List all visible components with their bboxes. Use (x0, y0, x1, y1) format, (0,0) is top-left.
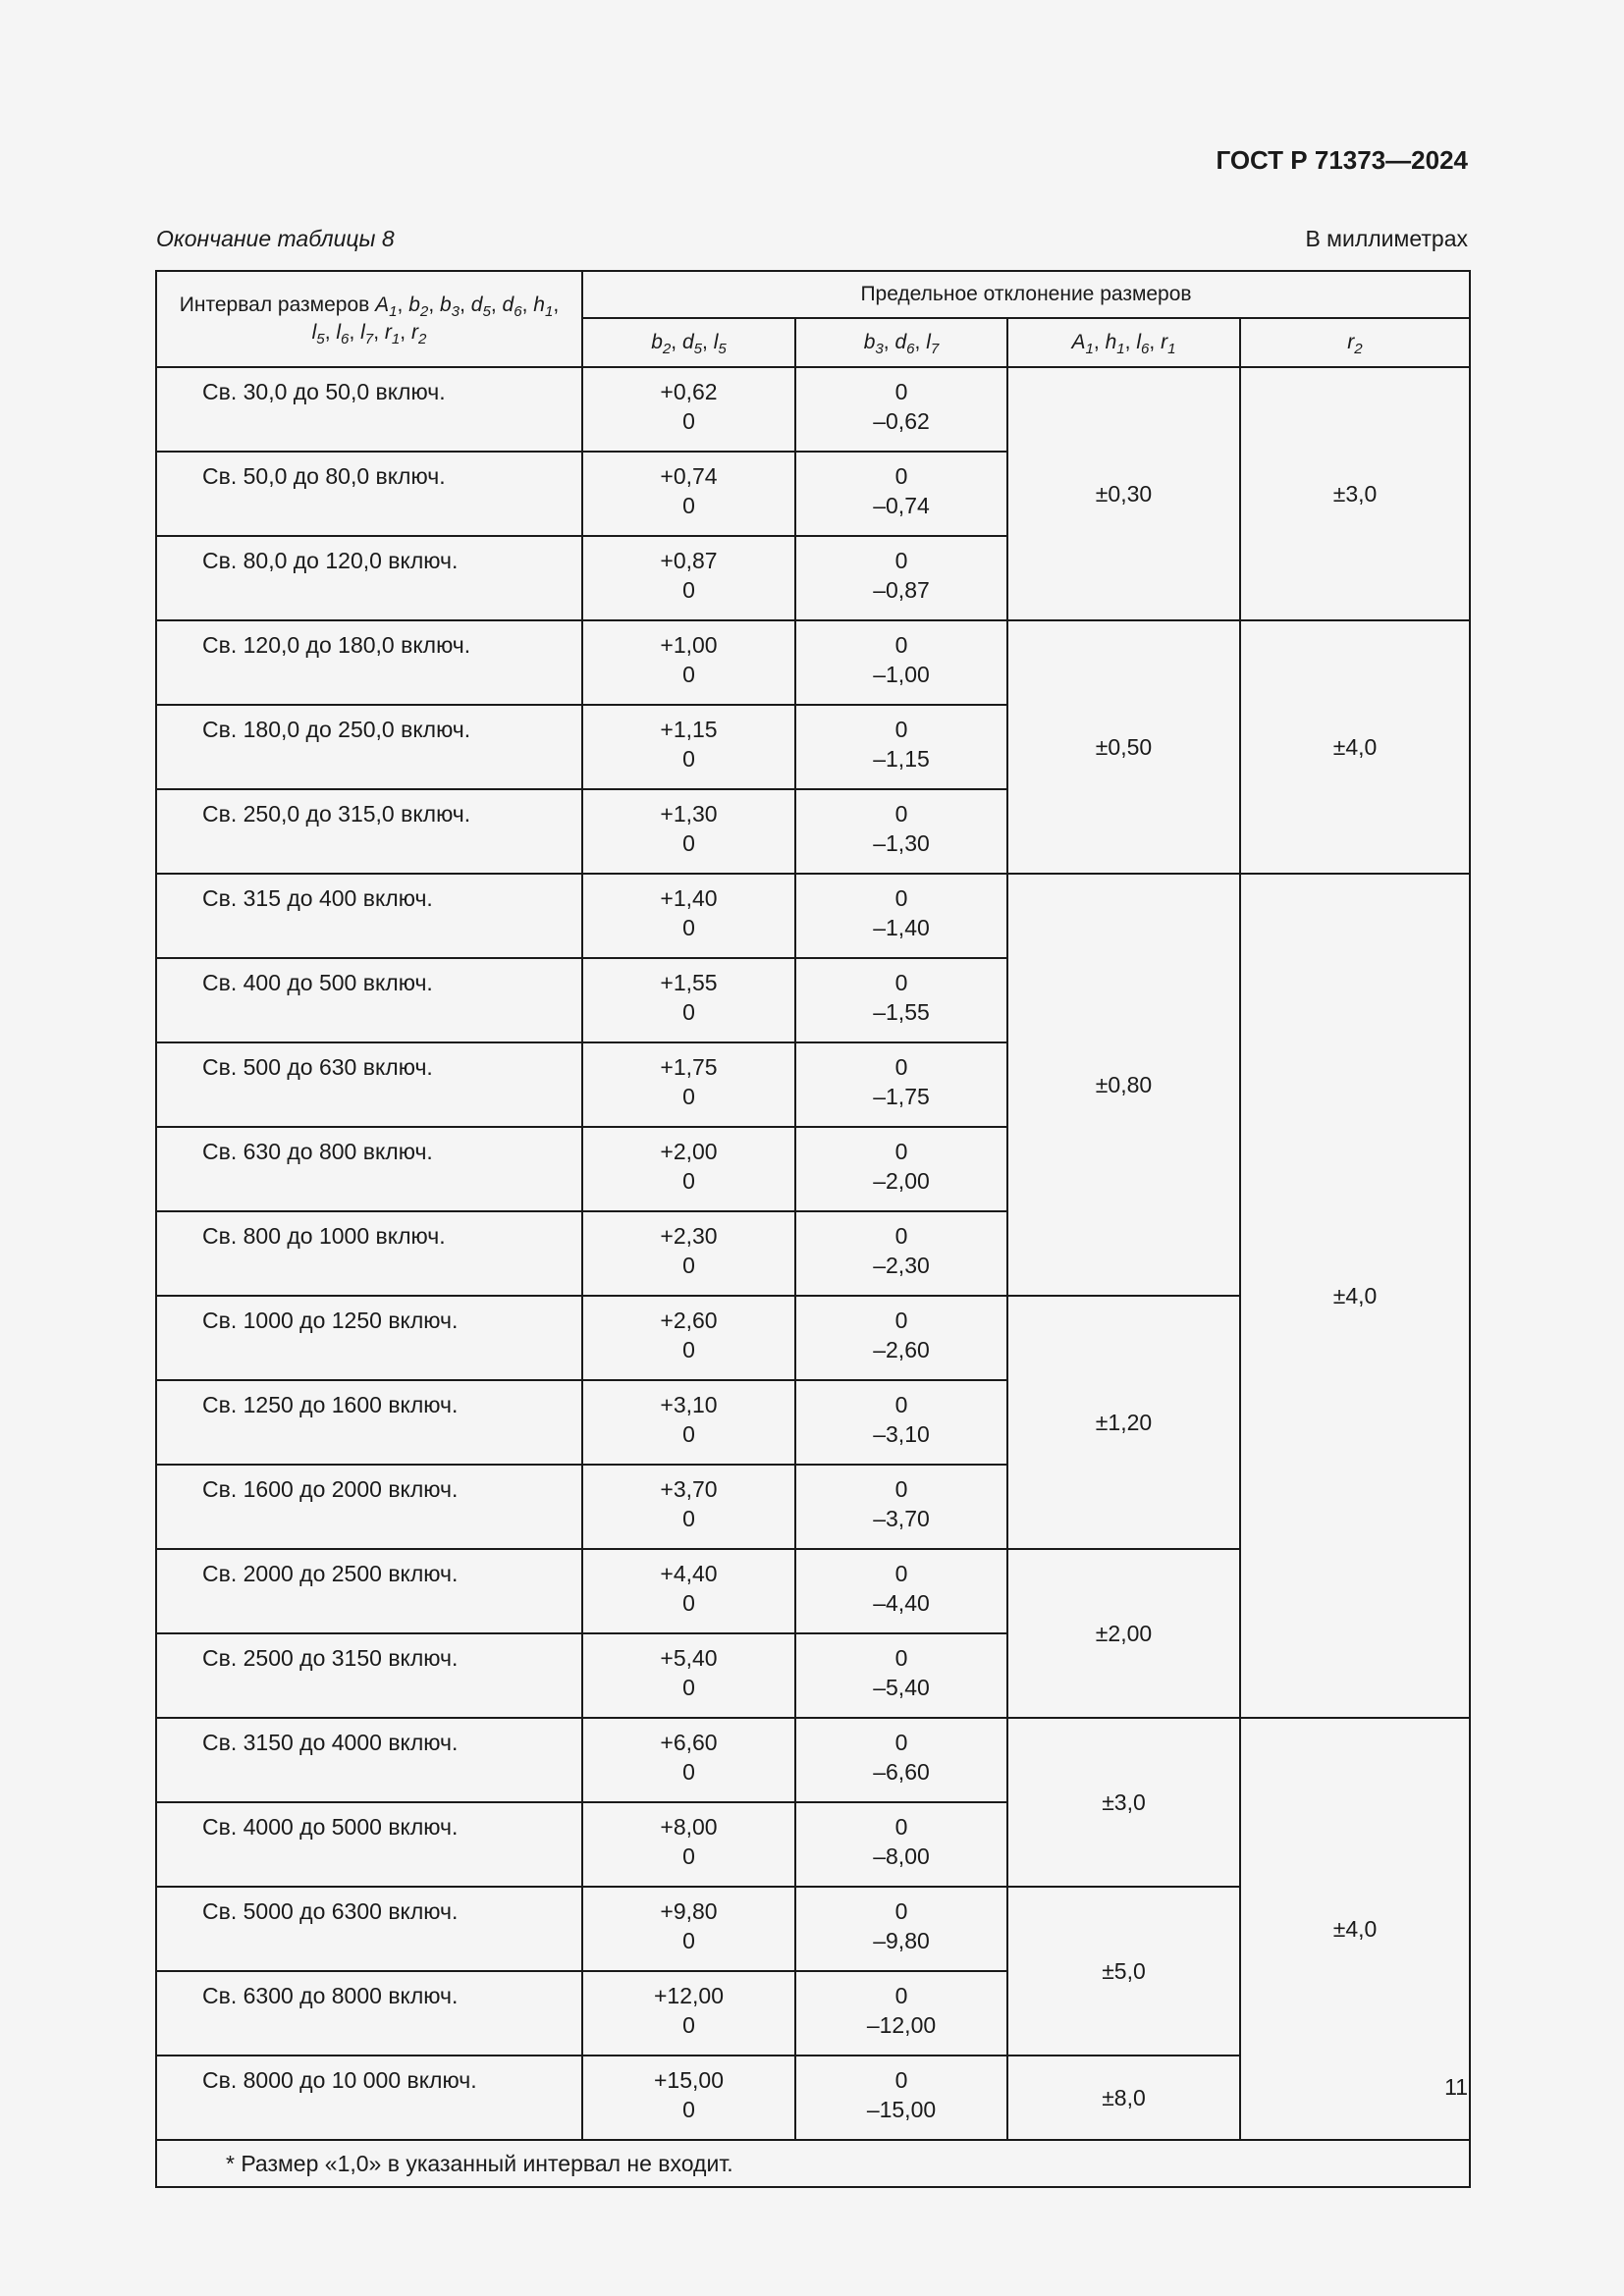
b2-lower-value: 0 (682, 1337, 695, 1362)
table-caption: Окончание таблицы 8 (156, 226, 395, 251)
header-b2-d5-l5: $b_2$, $d_5$, $l_5$ (582, 318, 795, 367)
deviation-b3-d6-l7 (795, 1380, 1007, 1465)
header-interval-label: Интервал размеров $A_1$, $b_2$, $b_3$, $d_5$, $d_6$, $h_1$, $l_5$, $l_6$, $l_7$, $r_1$, $r_2$ (179, 294, 560, 348)
deviation-b2-d5-l5 (582, 1042, 795, 1127)
b2-upper-value: +0,74 (660, 463, 718, 489)
size-interval: Св. 3150 до 4000 включ. (156, 1718, 582, 1802)
b3-upper-value: 0 (894, 1983, 908, 2008)
b3-lower-value: –1,40 (873, 915, 930, 940)
b2-lower-value: 0 (682, 1675, 695, 1700)
deviation-b3-d6-l7 (795, 1127, 1007, 1211)
deviation-b3-d6-l7 (795, 536, 1007, 620)
size-interval: Св. 6300 до 8000 включ. (156, 1971, 582, 2056)
deviation-b2-d5-l5 (582, 1211, 795, 1296)
deviation-b3-d6-l7 (795, 1465, 1007, 1549)
b3-lower-value: –4,40 (873, 1590, 930, 1616)
b2-upper-value: +1,40 (660, 885, 718, 911)
deviation-b3-d6-l7 (795, 1633, 1007, 1718)
size-interval: Св. 4000 до 5000 включ. (156, 1802, 582, 1887)
deviation-b2-d5-l5 (582, 705, 795, 789)
size-interval: Св. 180,0 до 250,0 включ. (156, 705, 582, 789)
b3-lower-value: –1,00 (873, 662, 930, 687)
b2-upper-value: +2,60 (660, 1308, 718, 1333)
b3-upper-value: 0 (894, 1223, 908, 1249)
b3-lower-value: –6,60 (873, 1759, 930, 1785)
b2-upper-value: +5,40 (660, 1645, 718, 1671)
table-row (156, 367, 1470, 452)
b3-upper-value: 0 (894, 632, 908, 658)
deviation-a1-h1-l6-r1: ±5,0 (1007, 1887, 1240, 2056)
deviation-b2-d5-l5 (582, 452, 795, 536)
b2-lower-value: 0 (682, 1843, 695, 1869)
b3-upper-value: 0 (894, 717, 908, 742)
b3-upper-value: 0 (894, 1645, 908, 1671)
deviation-b2-d5-l5 (582, 536, 795, 620)
deviation-b3-d6-l7 (795, 1296, 1007, 1380)
size-interval: Св. 250,0 до 315,0 включ. (156, 789, 582, 874)
deviation-a1-h1-l6-r1: ±2,00 (1007, 1549, 1240, 1718)
units-caption: В миллиметрах (1305, 226, 1468, 251)
size-interval: Св. 5000 до 6300 включ. (156, 1887, 582, 1971)
deviation-b2-d5-l5 (582, 1296, 795, 1380)
b3-lower-value: –3,70 (873, 1506, 930, 1531)
size-interval: Св. 120,0 до 180,0 включ. (156, 620, 582, 705)
deviation-b2-d5-l5 (582, 1802, 795, 1887)
b3-lower-value: –2,00 (873, 1168, 930, 1194)
b2-upper-value: +1,15 (660, 717, 718, 742)
b2-lower-value: 0 (682, 577, 695, 603)
deviation-b2-d5-l5 (582, 1380, 795, 1465)
b3-lower-value: –0,62 (873, 408, 930, 434)
header-deviation-group: Предельное отклонение размеров (582, 271, 1470, 318)
header-a1-h1-l6-r1: $A_1$, $h_1$, $l_6$, $r_1$ (1007, 318, 1240, 367)
b3-lower-value: –1,30 (873, 830, 930, 856)
b2-lower-value: 0 (682, 830, 695, 856)
b3-lower-value: –2,60 (873, 1337, 930, 1362)
size-interval: Св. 630 до 800 включ. (156, 1127, 582, 1211)
table-row (156, 620, 1470, 705)
table-row (156, 874, 1470, 958)
deviation-a1-h1-l6-r1: ±0,80 (1007, 874, 1240, 1296)
deviation-r2: ±4,0 (1240, 874, 1470, 1718)
b2-upper-value: +8,00 (660, 1814, 718, 1840)
deviation-b2-d5-l5 (582, 2056, 795, 2140)
deviation-b3-d6-l7 (795, 1971, 1007, 2056)
document-code: ГОСТ Р 71373—2024 (1216, 145, 1468, 175)
b2-lower-value: 0 (682, 999, 695, 1025)
b2-lower-value: 0 (682, 493, 695, 518)
b2-lower-value: 0 (682, 408, 695, 434)
size-interval: Св. 30,0 до 50,0 включ. (156, 367, 582, 452)
b2-upper-value: +9,80 (660, 1898, 718, 1924)
size-interval: Св. 80,0 до 120,0 включ. (156, 536, 582, 620)
b3-lower-value: –0,74 (873, 493, 930, 518)
b2-lower-value: 0 (682, 1421, 695, 1447)
b2-upper-value: +2,30 (660, 1223, 718, 1249)
b2-upper-value: +12,00 (654, 1983, 724, 2008)
size-interval: Св. 50,0 до 80,0 включ. (156, 452, 582, 536)
size-interval: Св. 1250 до 1600 включ. (156, 1380, 582, 1465)
deviation-b2-d5-l5 (582, 1127, 795, 1211)
b3-upper-value: 0 (894, 1561, 908, 1586)
b3-lower-value: –12,00 (866, 2012, 937, 2038)
b3-lower-value: –1,55 (873, 999, 930, 1025)
deviation-b2-d5-l5 (582, 958, 795, 1042)
b2-lower-value: 0 (682, 1253, 695, 1278)
deviation-b2-d5-l5 (582, 789, 795, 874)
deviation-a1-h1-l6-r1: ±0,50 (1007, 620, 1240, 874)
table-footnote: * Размер «1,0» в указанный интервал не входит. (156, 2140, 1470, 2187)
deviation-b3-d6-l7 (795, 1887, 1007, 1971)
deviation-b3-d6-l7 (795, 1802, 1007, 1887)
size-interval: Св. 8000 до 10 000 включ. (156, 2056, 582, 2140)
deviation-b2-d5-l5 (582, 1549, 795, 1633)
deviation-r2: ±4,0 (1240, 1718, 1470, 2140)
deviation-b2-d5-l5 (582, 367, 795, 452)
b2-lower-value: 0 (682, 2012, 695, 2038)
deviation-b3-d6-l7 (795, 1211, 1007, 1296)
b2-lower-value: 0 (682, 662, 695, 687)
deviation-b2-d5-l5 (582, 1887, 795, 1971)
size-interval: Св. 2500 до 3150 включ. (156, 1633, 582, 1718)
b3-lower-value: –1,15 (873, 746, 930, 772)
deviation-b3-d6-l7 (795, 1549, 1007, 1633)
b2-upper-value: +3,10 (660, 1392, 718, 1417)
b2-upper-value: +0,87 (660, 548, 718, 573)
deviation-b3-d6-l7 (795, 705, 1007, 789)
b3-lower-value: –9,80 (873, 1928, 930, 1953)
b3-upper-value: 0 (894, 1730, 908, 1755)
deviation-a1-h1-l6-r1: ±3,0 (1007, 1718, 1240, 1887)
deviation-a1-h1-l6-r1: ±8,0 (1007, 2056, 1240, 2140)
deviation-b3-d6-l7 (795, 452, 1007, 536)
size-interval: Св. 500 до 630 включ. (156, 1042, 582, 1127)
b2-upper-value: +3,70 (660, 1476, 718, 1502)
b3-upper-value: 0 (894, 801, 908, 827)
b2-upper-value: +6,60 (660, 1730, 718, 1755)
b3-upper-value: 0 (894, 970, 908, 995)
b3-upper-value: 0 (894, 548, 908, 573)
size-interval: Св. 315 до 400 включ. (156, 874, 582, 958)
deviation-b2-d5-l5 (582, 1971, 795, 2056)
table-row (156, 1718, 1470, 1802)
deviation-b3-d6-l7 (795, 2056, 1007, 2140)
b2-lower-value: 0 (682, 1084, 695, 1109)
b3-upper-value: 0 (894, 379, 908, 404)
b2-upper-value: +2,00 (660, 1139, 718, 1164)
header-b3-d6-l7: $b_3$, $d_6$, $l_7$ (795, 318, 1007, 367)
b3-upper-value: 0 (894, 2067, 908, 2093)
b2-upper-value: +4,40 (660, 1561, 718, 1586)
b2-upper-value: +1,30 (660, 801, 718, 827)
size-interval: Св. 1000 до 1250 включ. (156, 1296, 582, 1380)
header-r2: $r_2$ (1240, 318, 1470, 367)
deviation-b3-d6-l7 (795, 367, 1007, 452)
deviation-a1-h1-l6-r1: ±0,30 (1007, 367, 1240, 620)
deviation-b2-d5-l5 (582, 620, 795, 705)
deviation-r2: ±4,0 (1240, 620, 1470, 874)
b2-upper-value: +1,75 (660, 1054, 718, 1080)
b2-lower-value: 0 (682, 746, 695, 772)
deviation-b2-d5-l5 (582, 1633, 795, 1718)
b3-upper-value: 0 (894, 1898, 908, 1924)
b3-upper-value: 0 (894, 463, 908, 489)
b2-upper-value: +15,00 (654, 2067, 724, 2093)
b2-lower-value: 0 (682, 2097, 695, 2122)
b3-lower-value: –1,75 (873, 1084, 930, 1109)
deviation-b2-d5-l5 (582, 1465, 795, 1549)
b3-lower-value: –5,40 (873, 1675, 930, 1700)
b3-upper-value: 0 (894, 1139, 908, 1164)
b3-upper-value: 0 (894, 1814, 908, 1840)
page-number: 11 (1444, 2074, 1468, 2100)
b3-lower-value: –0,87 (873, 577, 930, 603)
deviation-b2-d5-l5 (582, 1718, 795, 1802)
b3-upper-value: 0 (894, 885, 908, 911)
b3-upper-value: 0 (894, 1392, 908, 1417)
b2-lower-value: 0 (682, 1590, 695, 1616)
b3-upper-value: 0 (894, 1308, 908, 1333)
deviation-b3-d6-l7 (795, 1042, 1007, 1127)
b2-upper-value: +0,62 (660, 379, 718, 404)
b2-lower-value: 0 (682, 1759, 695, 1785)
b2-upper-value: +1,55 (660, 970, 718, 995)
deviation-b3-d6-l7 (795, 620, 1007, 705)
size-interval: Св. 400 до 500 включ. (156, 958, 582, 1042)
deviation-b3-d6-l7 (795, 789, 1007, 874)
b3-lower-value: –3,10 (873, 1421, 930, 1447)
b2-lower-value: 0 (682, 1168, 695, 1194)
tolerance-table (155, 270, 1471, 2188)
size-interval: Св. 1600 до 2000 включ. (156, 1465, 582, 1549)
deviation-a1-h1-l6-r1: ±1,20 (1007, 1296, 1240, 1549)
b2-lower-value: 0 (682, 1928, 695, 1953)
b3-upper-value: 0 (894, 1476, 908, 1502)
b3-lower-value: –2,30 (873, 1253, 930, 1278)
b2-lower-value: 0 (682, 915, 695, 940)
header-interval (156, 271, 582, 367)
deviation-b3-d6-l7 (795, 1718, 1007, 1802)
size-interval: Св. 800 до 1000 включ. (156, 1211, 582, 1296)
deviation-r2: ±3,0 (1240, 367, 1470, 620)
b3-lower-value: –15,00 (866, 2097, 937, 2122)
b3-lower-value: –8,00 (873, 1843, 930, 1869)
deviation-b2-d5-l5 (582, 874, 795, 958)
deviation-b3-d6-l7 (795, 958, 1007, 1042)
size-interval: Св. 2000 до 2500 включ. (156, 1549, 582, 1633)
b2-upper-value: +1,00 (660, 632, 718, 658)
deviation-b3-d6-l7 (795, 874, 1007, 958)
footnote-row (156, 2140, 1470, 2187)
b2-lower-value: 0 (682, 1506, 695, 1531)
b3-upper-value: 0 (894, 1054, 908, 1080)
